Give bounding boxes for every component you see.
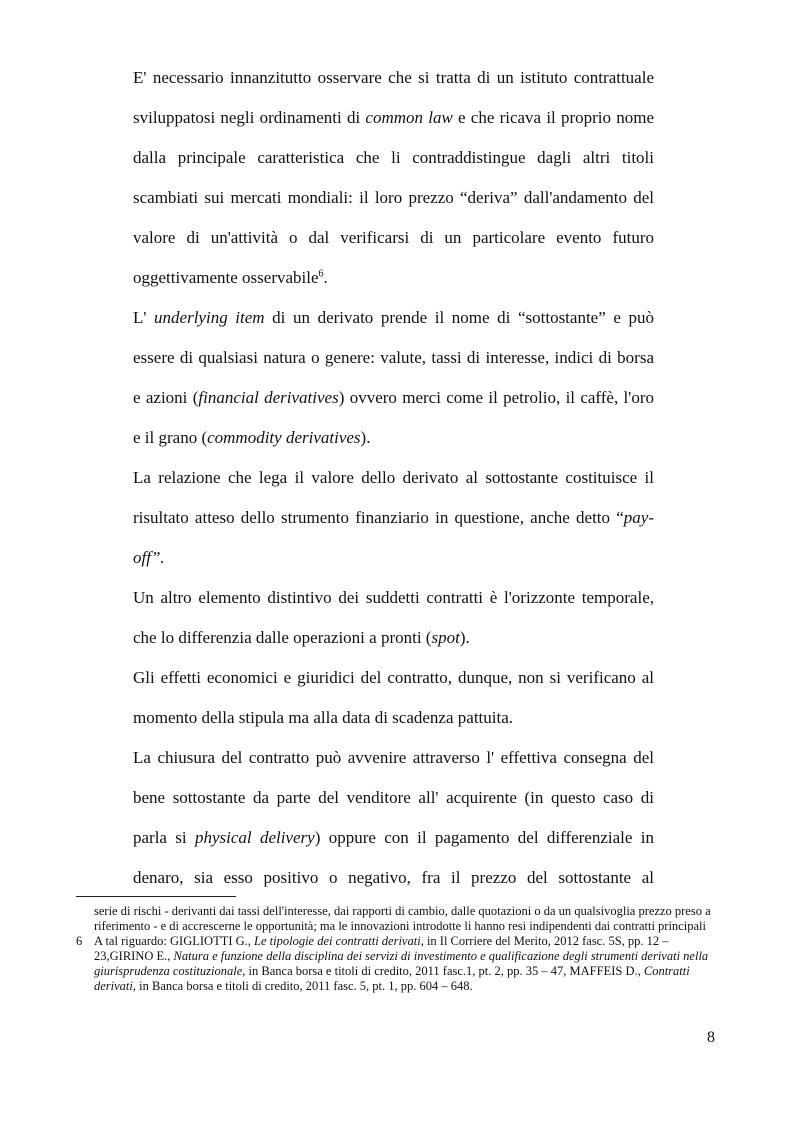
footnote-text (94, 934, 718, 994)
text-line (133, 108, 654, 148)
text-segment: ) ovvero merci come il petrolio, il caffè, l'oro (338, 388, 654, 407)
text-line (133, 428, 654, 468)
text-segment: ). (360, 428, 371, 447)
text-segment: . (323, 268, 328, 287)
text-segment: oggettivamente osservabile (133, 268, 319, 287)
text-segment: e il grano ( (133, 428, 208, 447)
text-line (133, 588, 654, 628)
text-segment: dalla principale caratteristica che li contraddistingue dagli altri titoli (133, 148, 654, 167)
text-segment: bene sottostante da parte del venditore all' acquirente (in questo caso di (133, 788, 654, 807)
text-line (133, 468, 654, 508)
text-line (133, 828, 654, 868)
italic-text: Le tipologie dei contratti derivati (254, 934, 421, 948)
text-segment: L' (133, 308, 155, 327)
text-line (133, 148, 654, 188)
text-segment: parla si (133, 828, 195, 847)
text-segment: Un altro elemento distintivo dei suddetti contratti è l'orizzonte temporale, (133, 588, 654, 607)
text-line (133, 668, 654, 708)
italic-text: off”. (133, 548, 165, 567)
text-segment: momento della stipula ma alla data di scadenza pattuita. (133, 708, 514, 727)
text-line (133, 708, 654, 748)
italic-text: spot (431, 628, 460, 647)
italic-text: commodity derivatives (207, 428, 361, 447)
text-segment: sviluppatosi negli ordinamenti di (133, 108, 366, 127)
text-segment: La chiusura del contratto può avvenire attraverso l' effettiva consegna del (133, 748, 654, 767)
italic-text: common law (365, 108, 453, 127)
text-segment: che lo differenzia dalle operazioni a pronti ( (133, 628, 432, 647)
text-line (133, 868, 654, 908)
text-segment: La relazione che lega il valore dello derivato al sottostante costituisce il (133, 468, 654, 487)
italic-text: Natura e funzione della disciplina dei servizi di investimento e qualificazione degli strumenti derivati nella giurisprudenza costituzionale (94, 949, 709, 978)
text-line (133, 548, 654, 588)
text-segment: essere di qualsiasi natura o genere: valute, tassi di interesse, indici di borsa (133, 348, 654, 367)
text-segment: denaro, sia esso positivo o negativo, fra il prezzo del sottostante al (133, 868, 654, 887)
footnotes (76, 904, 718, 994)
text-segment: ) oppure con il pagamento del differenziale in (314, 828, 654, 847)
text-segment: A tal riguardo: GIGLIOTTI G., (94, 934, 255, 948)
italic-text: underlying item (154, 308, 265, 327)
italic-text: financial derivatives (198, 388, 339, 407)
italic-text: Contratti derivati (94, 964, 690, 993)
text-segment: , in Banca borsa e titoli di credito, 2011 fasc.1, pt. 2, pp. 35 – 47, MAFFEIS D., (242, 964, 644, 978)
main-text (133, 68, 654, 908)
text-line (133, 628, 654, 668)
italic-text: physical delivery (194, 828, 315, 847)
page-number: 8 (707, 1029, 715, 1046)
text-segment: ). (459, 628, 470, 647)
text-segment: E' necessario innanzitutto osservare che si tratta di un istituto contrattuale (133, 68, 654, 87)
text-segment: scambiati sui mercati mondiali: il loro prezzo “deriva” dall'andamento del (133, 188, 654, 207)
footnote-continuation: serie di rischi - derivanti dai tassi dell'interesse, dai rapporti di cambio, dalle quotazioni o da un qualsivoglia prezzo preso a riferimento - e di accrescerne le opportunità; ma le innovazioni introdotte li hanno resi indipendenti dai contratti principali (94, 904, 711, 933)
footnote-number: 6 (76, 934, 83, 948)
text-line (133, 308, 654, 348)
text-line (133, 348, 654, 388)
text-segment: di un derivato prende il nome di “sottostante” e può (264, 308, 655, 327)
text-segment: , in Banca borsa e titoli di credito, 2011 fasc. 5, pt. 1, pp. 604 – 648. (132, 979, 473, 993)
text-line (133, 388, 654, 428)
footnote-separator (76, 896, 236, 897)
text-segment: Gli effetti economici e giuridici del contratto, dunque, non si verificano al (133, 668, 654, 687)
text-line (133, 188, 654, 228)
footnote (76, 934, 718, 994)
text-segment: e azioni ( (133, 388, 199, 407)
text-line (133, 508, 654, 548)
text-line (133, 748, 654, 788)
text-segment: , in Il Corriere del Merito, 2012 fasc. 5S, pp. 12 – 23,GIRINO E., (94, 934, 669, 963)
text-line (133, 228, 654, 268)
footnote-ref: 6 (318, 268, 324, 280)
italic-text: pay- (623, 508, 654, 527)
text-segment: valore di un'attività o dal verificarsi di un particolare evento futuro (133, 228, 654, 247)
text-line (133, 268, 654, 308)
text-segment: risultato atteso dello strumento finanziario in questione, anche detto “ (133, 508, 624, 527)
text-line (133, 788, 654, 828)
text-segment: e che ricava il proprio nome (452, 108, 655, 127)
footnote-list (76, 934, 718, 994)
text-line (133, 68, 654, 108)
